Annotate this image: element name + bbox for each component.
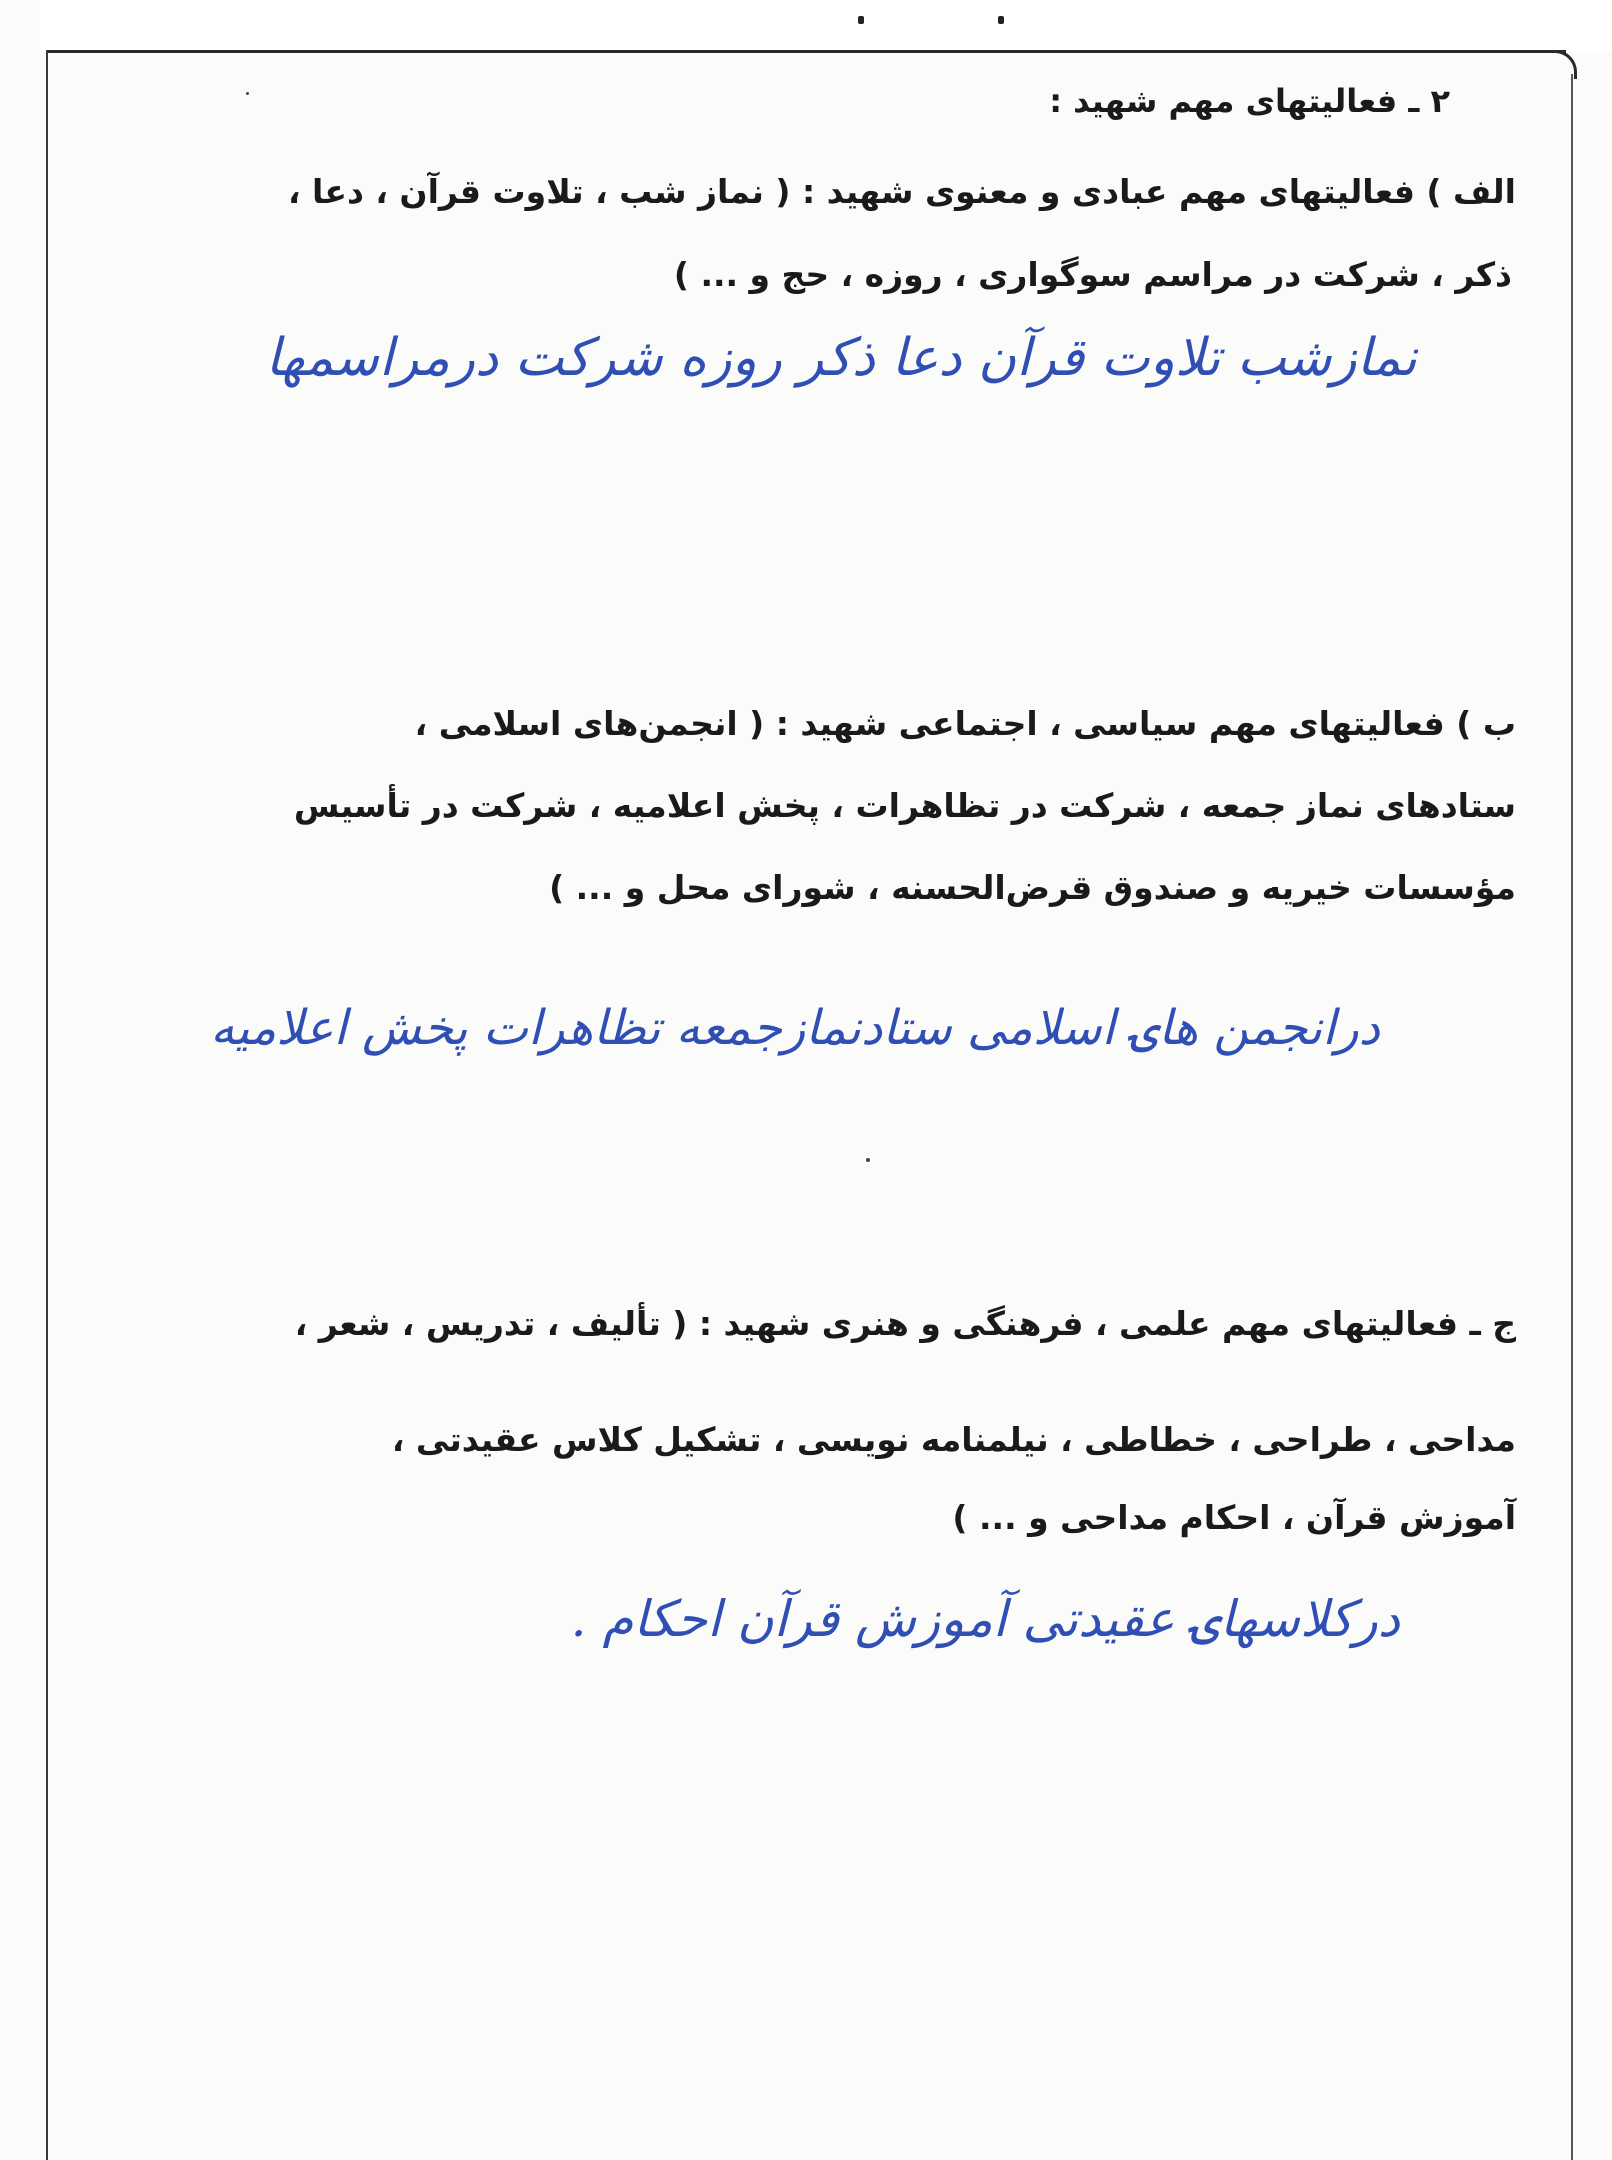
section-c-line-2: مداحی ، طراحی ، خطاطی ، نیلمنامه نویسی ، تشکیل کلاس عقیدتی ، [391,1420,1516,1459]
scan-speck [866,1158,870,1162]
section-a-line-2: ذکر ، شرکت در مراسم سوگواری ، روزه ، حج و ... ) [673,255,1512,294]
binder-hole [858,16,864,24]
section-b-handwritten-answer: درانجمن هاۍ اسلامی ستادنمازجمعه تظاهرات پخش اعلامیه [210,1000,1380,1056]
page-border-top [46,50,1566,53]
section-heading: ۲ ـ فعالیتهای مهم شهید : [1049,82,1450,120]
page-border-left [46,50,48,2160]
section-b-line-1: ب ) فعالیتهای مهم سیاسی ، اجتماعی شهید : ( انجمن‌های اسلامی ، [414,704,1516,743]
scan-speck [246,92,249,95]
section-c-handwritten-answer: درکلاسهاۍ عقیدتی آموزش قرآن احکام . [570,1590,1400,1648]
section-b-line-3: مؤسسات خیریه و صندوق قرض‌الحسنه ، شورای محل و ... ) [549,868,1516,907]
section-a-handwritten-answer: نمازشب تلاوت قرآن دعا ذکر روزه شرکت درمراسمها [265,328,1417,388]
section-a-line-1: الف ) فعالیتهای مهم عبادی و معنوی شهید : ( نماز شب ، تلاوت قرآن ، دعا ، [288,172,1516,211]
section-c-line-1: ج ـ فعالیتهای مهم علمی ، فرهنگی و هنری شهید : ( تألیف ، تدریس ، شعر ، [294,1304,1516,1343]
top-edge [40,0,1612,52]
section-b-line-2: ستادهای نماز جمعه ، شرکت در تظاهرات ، پخش اعلامیه ، شرکت در تأسیس [293,786,1516,825]
page-border-right [1571,74,1573,2160]
binder-hole [998,16,1004,24]
section-c-line-3: آموزش قرآن ، احکام مداحی و ... ) [952,1498,1516,1537]
